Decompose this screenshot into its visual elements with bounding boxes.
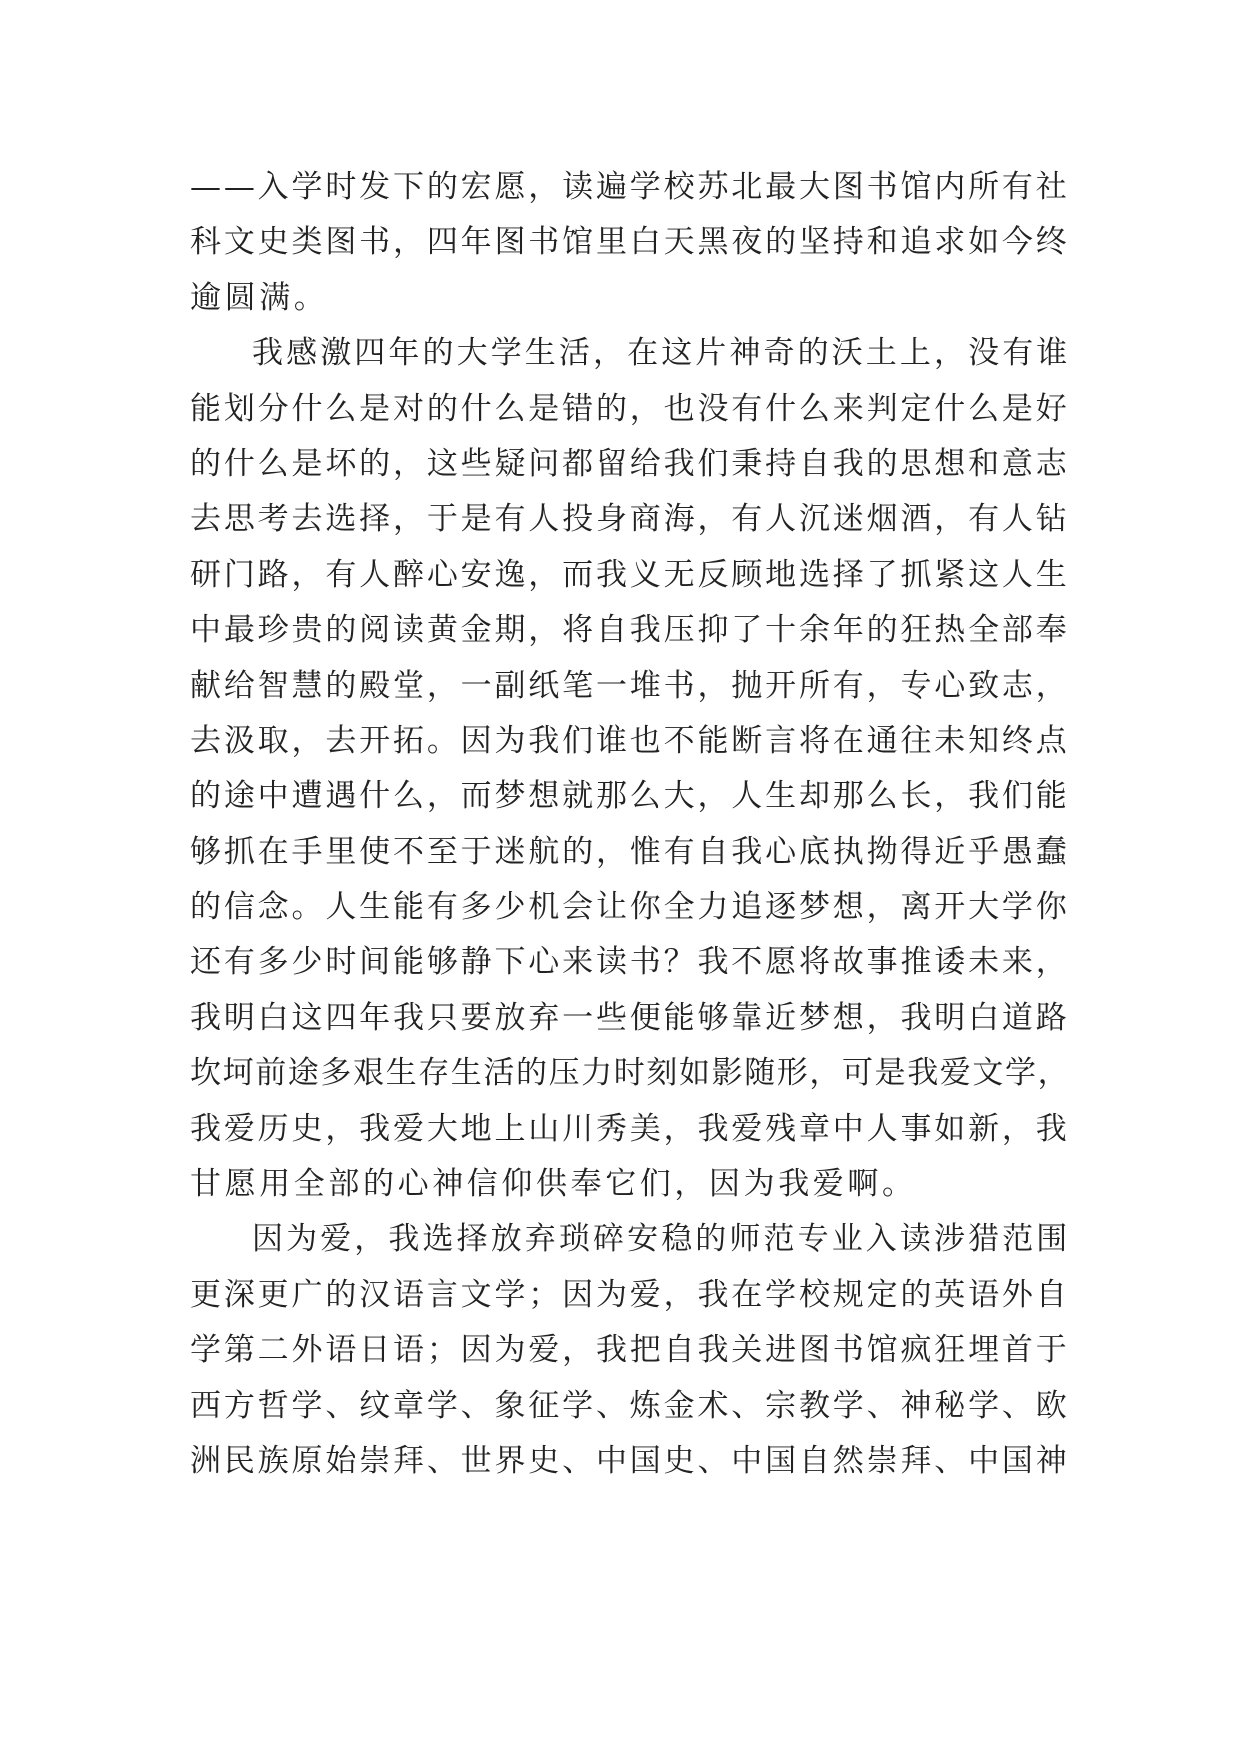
- text-line: 我爱历史，我爱大地上山川秀美，我爱残章中人事如新，我: [190, 1110, 1070, 1147]
- text-line: 逾圆满。: [190, 279, 329, 316]
- paragraph-first-line: 我感激四年的大学生活，在这片神奇的沃土上，没有谁: [252, 335, 1071, 372]
- text-line: 学第二外语日语；因为爱，我把自我关进图书馆疯狂埋首于: [190, 1332, 1070, 1369]
- text-line: 献给智慧的殿堂，一副纸笔一堆书，抛开所有，专心致志，: [190, 667, 1070, 704]
- text-line: 去汲取，去开拓。因为我们谁也不能断言将在通往未知终点: [190, 722, 1070, 759]
- text-line: 我明白这四年我只要放弃一些便能够靠近梦想，我明白道路: [190, 999, 1070, 1036]
- text-line: 去思考去选择，于是有人投身商海，有人沉迷烟酒，有人钻: [190, 501, 1070, 538]
- text-line: 研门路，有人醉心安逸，而我义无反顾地选择了抓紧这人生: [190, 556, 1070, 593]
- text-line: 的什么是坏的，这些疑问都留给我们秉持自我的思想和意志: [190, 445, 1070, 482]
- text-line: 中最珍贵的阅读黄金期，将自我压抑了十余年的狂热全部奉: [190, 612, 1070, 649]
- body-text: [190, 160, 1070, 1489]
- text-line: 西方哲学、纹章学、象征学、炼金术、宗教学、神秘学、欧: [190, 1387, 1070, 1424]
- text-line: 能划分什么是对的什么是错的，也没有什么来判定什么是好: [190, 390, 1070, 427]
- text-line: 还有多少时间能够静下心来读书？我不愿将故事推诿未来，: [190, 944, 1070, 981]
- text-line: 洲民族原始崇拜、世界史、中国史、中国自然崇拜、中国神: [190, 1442, 1070, 1479]
- text-line: 够抓在手里使不至于迷航的，惟有自我心底执拗得近乎愚蠢: [190, 833, 1070, 870]
- text-line: 的信念。人生能有多少机会让你全力追逐梦想，离开大学你: [190, 889, 1070, 926]
- text-line: ——入学时发下的宏愿，读遍学校苏北最大图书馆内所有社: [190, 169, 1070, 205]
- paragraph-first-line: 因为爱，我选择放弃琐碎安稳的师范专业入读涉猎范围: [252, 1221, 1071, 1258]
- text-line: 甘愿用全部的心神信仰供奉它们，因为我爱啊。: [190, 1166, 917, 1203]
- text-line: 科文史类图书，四年图书馆里白天黑夜的坚持和追求如今终: [190, 224, 1070, 261]
- text-line: 坎坷前途多艰生存生活的压力时刻如影随形，可是我爱文学，: [190, 1055, 1071, 1092]
- text-line: 的途中遭遇什么，而梦想就那么大，人生却那么长，我们能: [190, 778, 1070, 815]
- text-line: 更深更广的汉语言文学；因为爱，我在学校规定的英语外自: [190, 1276, 1070, 1313]
